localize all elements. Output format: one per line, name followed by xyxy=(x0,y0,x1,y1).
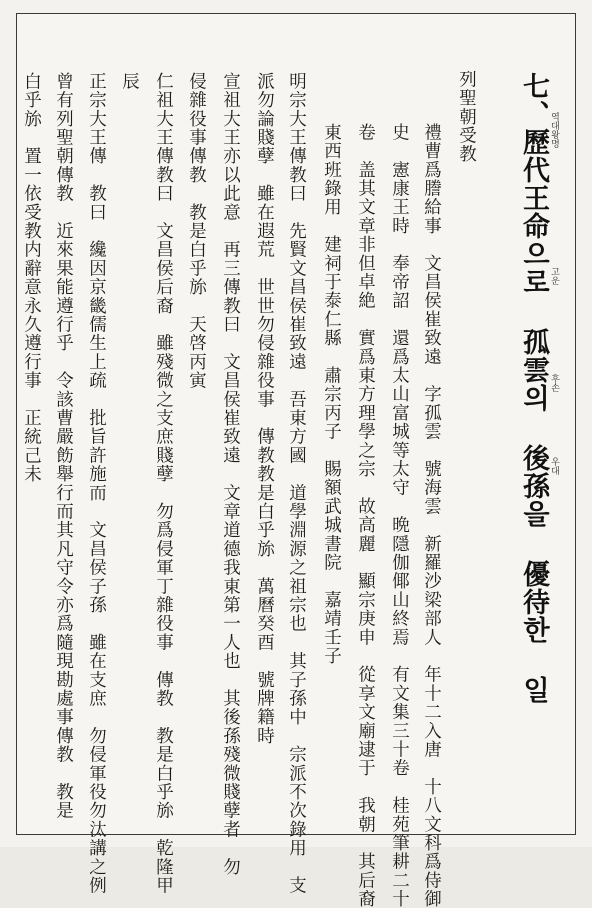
page-title: 七、歷代王命으로 孤雲의 後孫을 優待한 일 xyxy=(518,72,549,704)
text-column-11: 辰 xyxy=(119,72,140,91)
ruby-huson: 후손 xyxy=(549,374,559,392)
text-column-7: 派勿論賤孽 雖在遐荒 世世勿侵雜役事 傳教教是白乎旀 萬曆癸酉 號牌籍時 xyxy=(254,72,275,746)
text-column-10: 仁祖大王傳教曰 文昌侯后裔 雖殘微之支庶賤孽 勿爲侵軍丁雜役事 傳教 教是白乎旀 乾隆甲 xyxy=(153,72,174,895)
ruby-goun: 고운 xyxy=(549,267,559,285)
text-column-1: 列聖朝受教 xyxy=(456,70,477,164)
ruby-yeokdae-wangmyeong: 역대왕명 xyxy=(549,112,559,148)
text-column-8: 宣祖大王亦以此意 再三傳教曰 文昌侯崔致遠 文章道德我東第一人也 其後孫殘微賤孽者 勿 xyxy=(220,72,241,877)
text-column-4: 卷 盖其文章非但卓絶 實爲東方理學之宗 故高麗 顯宗庚申 從享文廟逮于 我朝 其后裔 xyxy=(355,123,376,908)
text-column-2: 禮曹爲謄給事 文昌侯崔致遠 字孤雲 號海雲 新羅沙梁部人 年十二入唐 十八文科爲侍御 xyxy=(421,123,442,908)
text-column-6: 明宗大王傳教曰 先賢文昌侯崔致遠 吾東方國 道學淵源之祖宗也 其子孫中 宗派不次錄用 支 xyxy=(286,72,307,895)
text-column-12: 正宗大王傳 教曰 纔因京畿儒生上疏 批旨許施而 文昌侯子孫 雖在支庶 勿侵軍役勿汰講之例 xyxy=(86,72,107,895)
ruby-udae: 우대 xyxy=(549,457,559,475)
text-column-3: 史 憲康王時 奉帝詔 還爲太山富城等太守 晩隱伽倻山終焉 有文集三十卷 桂苑筆耕二十 xyxy=(389,123,410,908)
text-column-5: 東西班錄用 建祠于泰仁縣 肅宗丙子 賜額武城書院 嘉靖壬子 xyxy=(321,123,342,666)
text-column-9: 侵雜役事傳教 教是白乎旀 天啓丙寅 xyxy=(186,72,207,390)
text-column-14: 白乎旀 置一依受教内辭意永久遵行事 正統己未 xyxy=(21,72,42,484)
text-column-13: 曾有列聖朝傳教 近來果能遵行乎 令該曹嚴飭舉行而其凡守令亦爲隨現勘處事傳教 教是 xyxy=(53,72,74,820)
